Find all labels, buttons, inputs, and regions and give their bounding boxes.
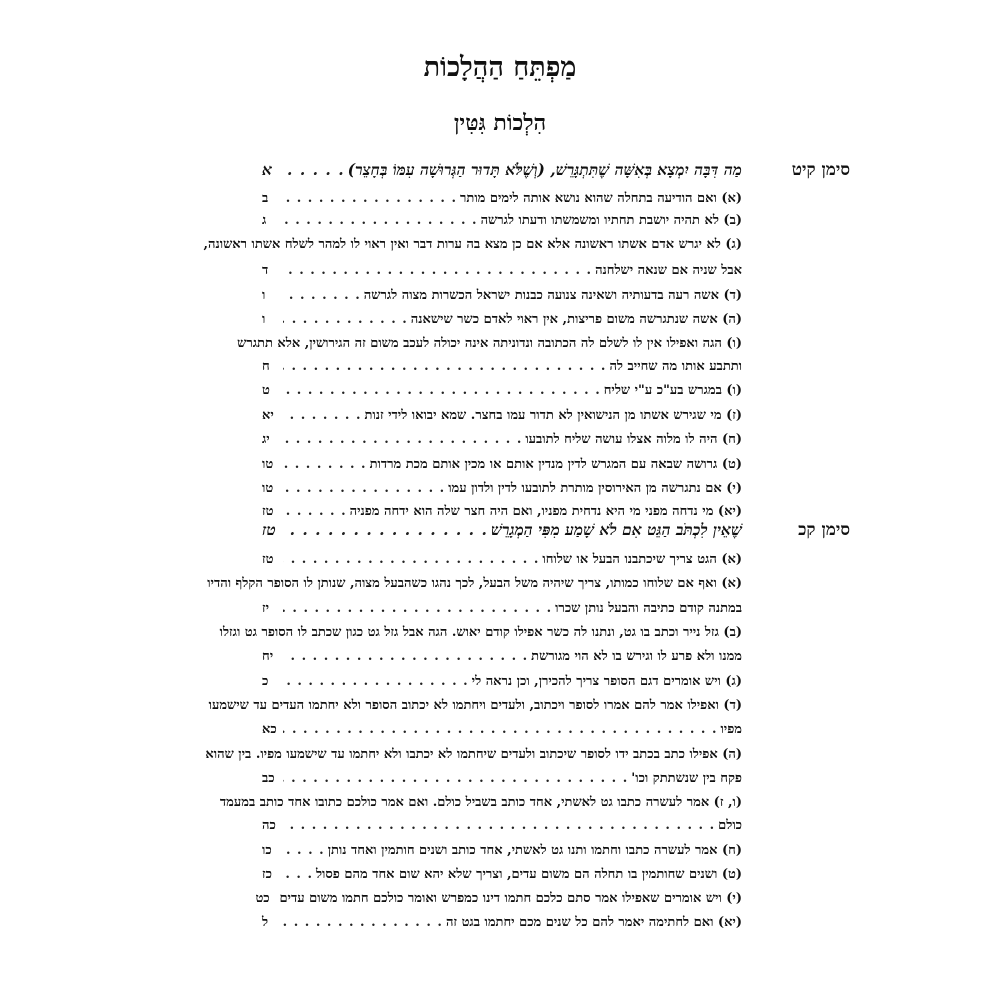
entry-text: (ח) אמר לעשרה כתבו וחתמו ותנו גט לאשתי, אחד כותב ושנים חותמין ואחד נותן — [327, 843, 742, 858]
entry-text: ממנו ולא פרע לו וגירש בו לא הוי מגורשת — [531, 649, 742, 664]
entry-text: (ד) ואפילו אמר להם אמרו לסופר ויכתוב, ולעדים ויחתמו לא יכתוב הסופר ולא יחתמו העדים עד שישמעו — [208, 698, 742, 713]
index-entry — [262, 287, 742, 307]
page-number: כא — [262, 722, 277, 737]
index-entry — [262, 721, 742, 741]
page-number: יז — [262, 601, 270, 616]
dot-leader — [283, 481, 445, 496]
index-entry — [262, 520, 742, 540]
index-entry — [219, 794, 742, 814]
page-number: ט — [262, 383, 270, 398]
page-number: כ — [262, 674, 269, 689]
entry-text: (י) ויש אומרים שאפילו אמר סתם כלכם חתמו דינו כמפרש ואומר כולכם חתמו משום עדים — [279, 891, 742, 906]
dot-leader — [283, 867, 313, 882]
page-number: כה — [262, 818, 276, 833]
dot-leader — [283, 843, 325, 858]
index-entry — [205, 746, 742, 766]
entry-text: מַה דִּבָּה יִמְצָא בְּאִשָּׁה שֶׁתִּתְגָּרֵשׁ, (וְשֶׁלֹּא תָּדוּר הַגְּרוּשָׁה עִמּוֹ בְּחָצֵר) — [347, 160, 742, 179]
index-entry — [207, 575, 742, 595]
section-title: הִלְכוֹת גִּטִּין — [453, 110, 547, 136]
entry-text: (ד) אשה רעה בדעותיה ושאינה צנועה כבנות ישראל הכשרות מצוה לגרשה — [363, 288, 742, 303]
page-number: ד — [262, 263, 269, 278]
entry-text: (ה) אפילו כתב בכתב ידו לסופר שיכתוב ולעדים שיחתמו לא יכתבו ולא יחתמו עד שישמעו מפיו. בין שהוא — [205, 747, 742, 762]
entry-text: במתנה קודם כתיבה והבעל נותן שכרו — [555, 601, 742, 616]
page-number: יח — [262, 649, 274, 664]
dot-leader — [283, 915, 443, 930]
page-title: מַפְתֵּחַ הַהֲלָכוֹת — [423, 52, 577, 83]
index-entry — [262, 160, 742, 180]
entry-text: פקח בין שנשתתק וכו' — [631, 771, 742, 786]
entry-text: (א) הגט צריך שיכתבנו הבעל או שלוחו — [542, 552, 742, 567]
entry-text: (ט) גרושה שבאה עם המגרש לדין מנדין אותם או מכין אותם מכת מרדות — [369, 457, 742, 472]
index-entry — [262, 842, 742, 862]
page-number: טז — [262, 552, 274, 567]
index-entry — [255, 890, 742, 910]
entry-text: (ז) מי שגירש אשתו מן הנישואין לא תדור עמו בחצר. שמא יבואו לידי זנות — [364, 408, 742, 423]
dot-leader — [283, 601, 552, 616]
dot-leader — [283, 263, 592, 278]
entry-text: (ו, ז) אמר לעשרה כתבו גט לאשתי, אחד כותב בשביל כולם. ואם אמר כולכם כתובו אחד כותב במעמד — [219, 795, 742, 810]
index-entry — [237, 335, 742, 355]
entry-text: (ב) גזל נייר וכתב בו גט, ונתנו לה כשר אפילו קודם יאוש. הגה אבל גזל גט כגון שכתב לו הסופר גט וגזלו — [219, 625, 742, 640]
index-entry — [262, 673, 742, 693]
dot-leader — [283, 213, 478, 228]
index-entry — [262, 914, 742, 934]
index-entry — [262, 817, 742, 837]
entry-text: (ט) ושנים שחותמין בו תחלה הם משום עדים, וצריך שלא יהא שום אחד מהם פסול — [315, 867, 742, 882]
index-entry — [262, 770, 742, 790]
entry-text: (יא) ואם לחתימה יאמר להם כל שנים מכם יחתמו בגט זה — [445, 915, 742, 930]
index-entry — [262, 190, 742, 210]
dot-leader — [283, 722, 717, 737]
dot-leader — [283, 771, 628, 786]
index-entry — [262, 480, 742, 500]
entry-text: (ג) ויש אומרים דגם הסופר צריך להכירן, וכן נראה לי — [471, 674, 742, 689]
page-number: ח — [262, 359, 270, 374]
page-number: טו — [262, 457, 274, 472]
dot-leader — [283, 432, 522, 447]
dot-leader — [283, 504, 347, 519]
page-number: טז — [262, 520, 276, 539]
page-number: כב — [262, 771, 275, 786]
dot-leader — [283, 408, 362, 423]
index-entry — [262, 551, 742, 571]
index-entry — [262, 600, 742, 620]
dot-leader — [283, 649, 528, 664]
dot-leader — [283, 457, 367, 472]
entry-text: (י) אם נתגרשה מן האירוסין מותרת לתובעו לדין ולדון עמו — [448, 481, 742, 496]
dot-leader — [283, 552, 539, 567]
index-entry — [219, 624, 742, 644]
index-entry — [203, 236, 742, 256]
dot-leader — [283, 674, 469, 689]
entry-text: שֶׁאֵין לִכְתֹּב הַגֵּט אִם לֹא שָׁמַע מִפִּי הַמְגָרֵשׁ — [490, 520, 742, 539]
page-number: ל — [262, 915, 269, 930]
index-entry — [262, 311, 742, 331]
entry-text: מפיו — [720, 722, 742, 737]
page-number: ב — [262, 191, 269, 206]
siman-label: סימן קיט — [791, 160, 850, 180]
page-number: יא — [262, 408, 274, 423]
entry-text: (א) ואף אם שלוחו כמותו, צריך שיהיה משל הבעל, לכך נהגו כשהבעל מצוה, שנותן לו הסופר הקלף והדיו — [207, 576, 742, 591]
entry-text: אבל שניה אם שנאה ישלחנה — [595, 263, 742, 278]
index-entry — [262, 431, 742, 451]
entry-text: (ה) אשה שנתגרשה משום פריצות, אין ראוי לאדם כשר שישאנה — [410, 312, 742, 327]
index-entry — [262, 866, 742, 886]
dot-leader — [283, 288, 361, 303]
dot-leader — [283, 359, 606, 374]
index-entry — [262, 382, 742, 402]
dot-leader — [283, 191, 457, 206]
page-number: טז — [262, 504, 274, 519]
entry-text: (ח) היה לו מלוה אצלו עושה שליח לתובעו — [525, 432, 742, 447]
siman-label: סימן קכ — [798, 520, 850, 540]
index-entry — [262, 358, 742, 378]
entry-text: (יא) מי נדחה מפני מי היא נדחית מפניו, ואם היה חצר שלה הוא ידחה מפניה — [349, 504, 742, 519]
index-entry — [262, 407, 742, 427]
entry-text: ותתבע אותו מה שחייב לה — [609, 359, 742, 374]
page-number: ג — [262, 213, 267, 228]
page-number: ו — [262, 288, 266, 303]
entry-text: (ו) במגרש בע"כ ע"י שליח — [603, 383, 742, 398]
index-entry — [262, 456, 742, 476]
dot-leader — [283, 383, 601, 398]
entry-text: כולם — [718, 818, 742, 833]
entry-text: (ב) לא תהיה יושבת תחתיו ומשמשתו ודעתו לגרשה — [480, 213, 742, 228]
page-number: כו — [262, 843, 272, 858]
dot-leader — [283, 818, 715, 833]
entry-text: (ו) הגה ואפילו אין לו לשלם לה הכתובה ונדוניתה אינה יכולה לעכב משום זה הגירושין, אלא תתגרש — [237, 336, 742, 351]
entry-text: (ג) לא יגרש אדם אשתו ראשונה אלא אם כן מצא בה ערות דבר ואין ראוי לו למהר לשלח אשתו ראשונה, — [203, 237, 742, 252]
page-number: יג — [262, 432, 270, 447]
index-entry — [208, 697, 742, 717]
dot-leader — [283, 160, 345, 179]
page-number: א — [262, 160, 272, 179]
page-number: כט — [255, 891, 270, 906]
dot-leader — [283, 312, 408, 327]
page-number: ו — [262, 312, 266, 327]
index-entry — [262, 212, 742, 232]
index-entry — [262, 262, 742, 282]
page-number: טו — [262, 481, 274, 496]
entry-text: (א) ואם הודיעה בתחלה שהוא נושא אותה לימים מותר — [460, 191, 742, 206]
index-entry — [262, 648, 742, 668]
dot-leader — [283, 520, 488, 539]
page-number: כז — [262, 867, 272, 882]
